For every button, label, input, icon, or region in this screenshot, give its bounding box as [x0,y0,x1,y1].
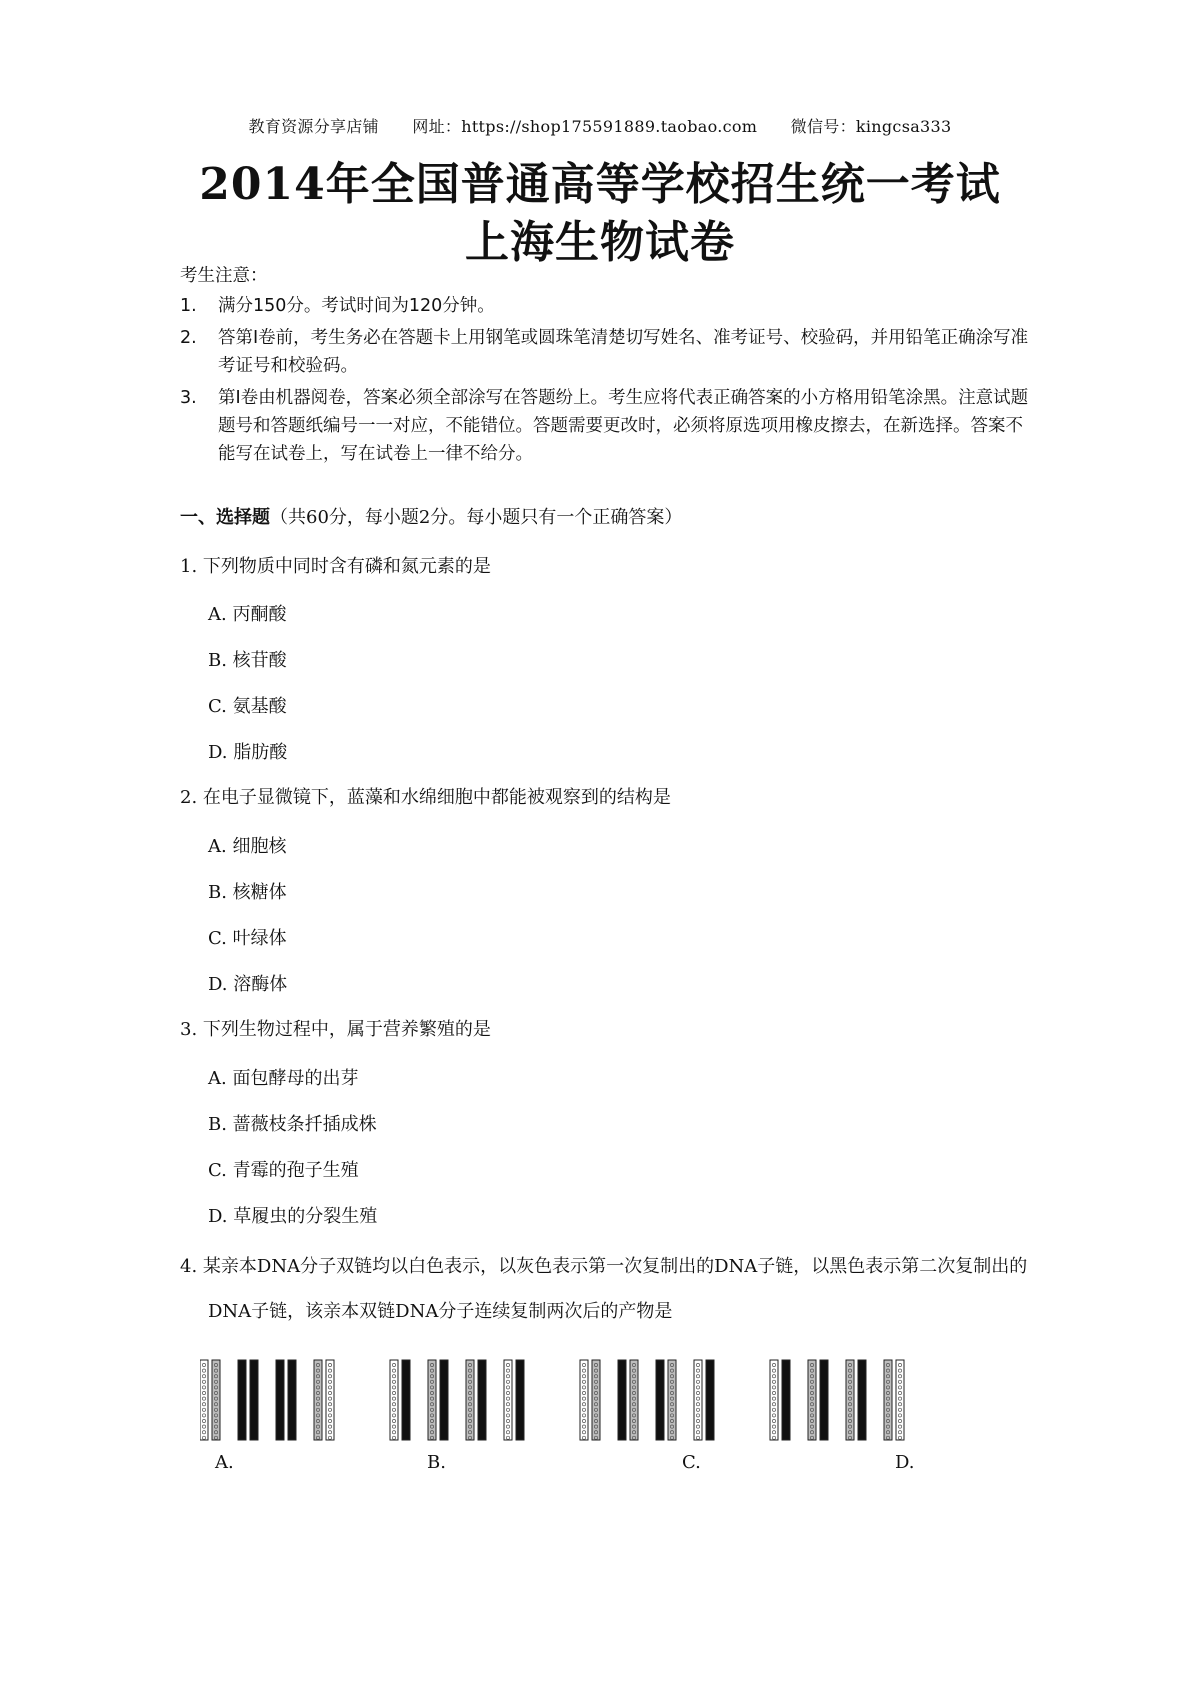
notice-num: 3. [180,388,197,408]
figure-option-label: C. [682,1452,701,1473]
dna-option-group [390,1360,524,1440]
question-option: C. 叶绿体 [208,928,287,949]
question-option: D. 溶酶体 [208,974,288,995]
question-option: B. 核苷酸 [208,650,287,671]
dna-strand-black [858,1360,866,1440]
dna-strand-black [402,1360,410,1440]
question-option: A. 面包酵母的出芽 [208,1068,359,1089]
dna-strand-black [440,1360,448,1440]
wechat-id: 微信号：kingcsa333 [790,117,952,136]
section-note: （共60分，每小题2分。每小题只有一个正确答案） [270,507,683,528]
dna-option-group [770,1360,904,1440]
shop-url: 网址：https://shop175591889.taobao.com [412,117,758,136]
notice-text: 满分150分。考试时间为120分钟。 [218,296,495,316]
question-option: C. 氨基酸 [208,696,287,717]
dna-strand-black [618,1360,626,1440]
dna-strand-black [250,1360,258,1440]
question-option: D. 草履虫的分裂生殖 [208,1206,378,1227]
exam-subtitle: 上海生物试卷 [465,217,735,268]
figure-option-label: A. [215,1452,234,1473]
notice-item [180,292,1040,320]
page-header [0,114,1200,137]
question-option: B. 核糖体 [208,882,287,903]
notice-item [180,384,1040,468]
dna-option-group [200,1360,334,1440]
dna-strand-black [238,1360,246,1440]
dna-strand-black [276,1360,284,1440]
question-stem: 3. 下列生物过程中，属于营养繁殖的是 [180,1019,491,1040]
question-option: A. 细胞核 [208,836,287,857]
section-title: 一、选择题 [180,507,270,528]
dna-strand-black [656,1360,664,1440]
question-stem: 4. 某亲本DNA分子双链均以白色表示，以灰色表示第一次复制出的DNA子链，以黑色表示第二次复制出的DNA子链，该亲本双链DNA分子连续复制两次后的产物是 [180,1256,1028,1322]
dna-option-group [580,1360,714,1440]
question-option: D. 脂肪酸 [208,742,288,763]
shop-name: 教育资源分享店铺 [248,117,379,136]
dna-strand-black [478,1360,486,1440]
figure-option-label: B. [427,1452,446,1473]
notice-num: 1. [180,296,197,316]
question-option: B. 蔷薇枝条扦插成株 [208,1114,377,1135]
dna-strand-black [288,1360,296,1440]
dna-strand-black [782,1360,790,1440]
notice-text: 答第Ⅰ卷前，考生务必在答题卡上用钢笔或圆珠笔清楚切写姓名、准考证号、校验码，并用铅笔正确涂写准考证号和校验码。 [218,328,1029,376]
dna-strand-black [706,1360,714,1440]
question-option: A. 丙酮酸 [208,604,287,625]
notice-text: 第Ⅰ卷由机器阅卷，答案必须全部涂写在答题纷上。考生应将代表正确答案的小方格用铅笔涂黑。注意试题题号和答题纸编号一一对应，不能错位。答题需要更改时，必须将原选项用橡皮擦去，在新选择。答案不能写在试卷上，写在试卷上一律不给分。 [218,388,1029,464]
notice-num: 2. [180,328,197,348]
dna-strand-black [820,1360,828,1440]
question-stem: 2. 在电子显微镜下，蓝藻和水绵细胞中都能被观察到的结构是 [180,787,671,808]
notice-title: 考生注意： [180,266,268,286]
exam-title: 2014年全国普通高等学校招生统一考试 [199,159,1001,210]
dna-replication-figure [200,1352,1020,1452]
question-option: C. 青霉的孢子生殖 [208,1160,359,1181]
dna-strand-black [516,1360,524,1440]
section-heading [180,503,682,529]
notice-item [180,324,1040,380]
exam-notice [180,262,1040,472]
question-stem: 1. 下列物质中同时含有磷和氮元素的是 [180,556,491,577]
figure-option-label: D. [895,1452,915,1473]
